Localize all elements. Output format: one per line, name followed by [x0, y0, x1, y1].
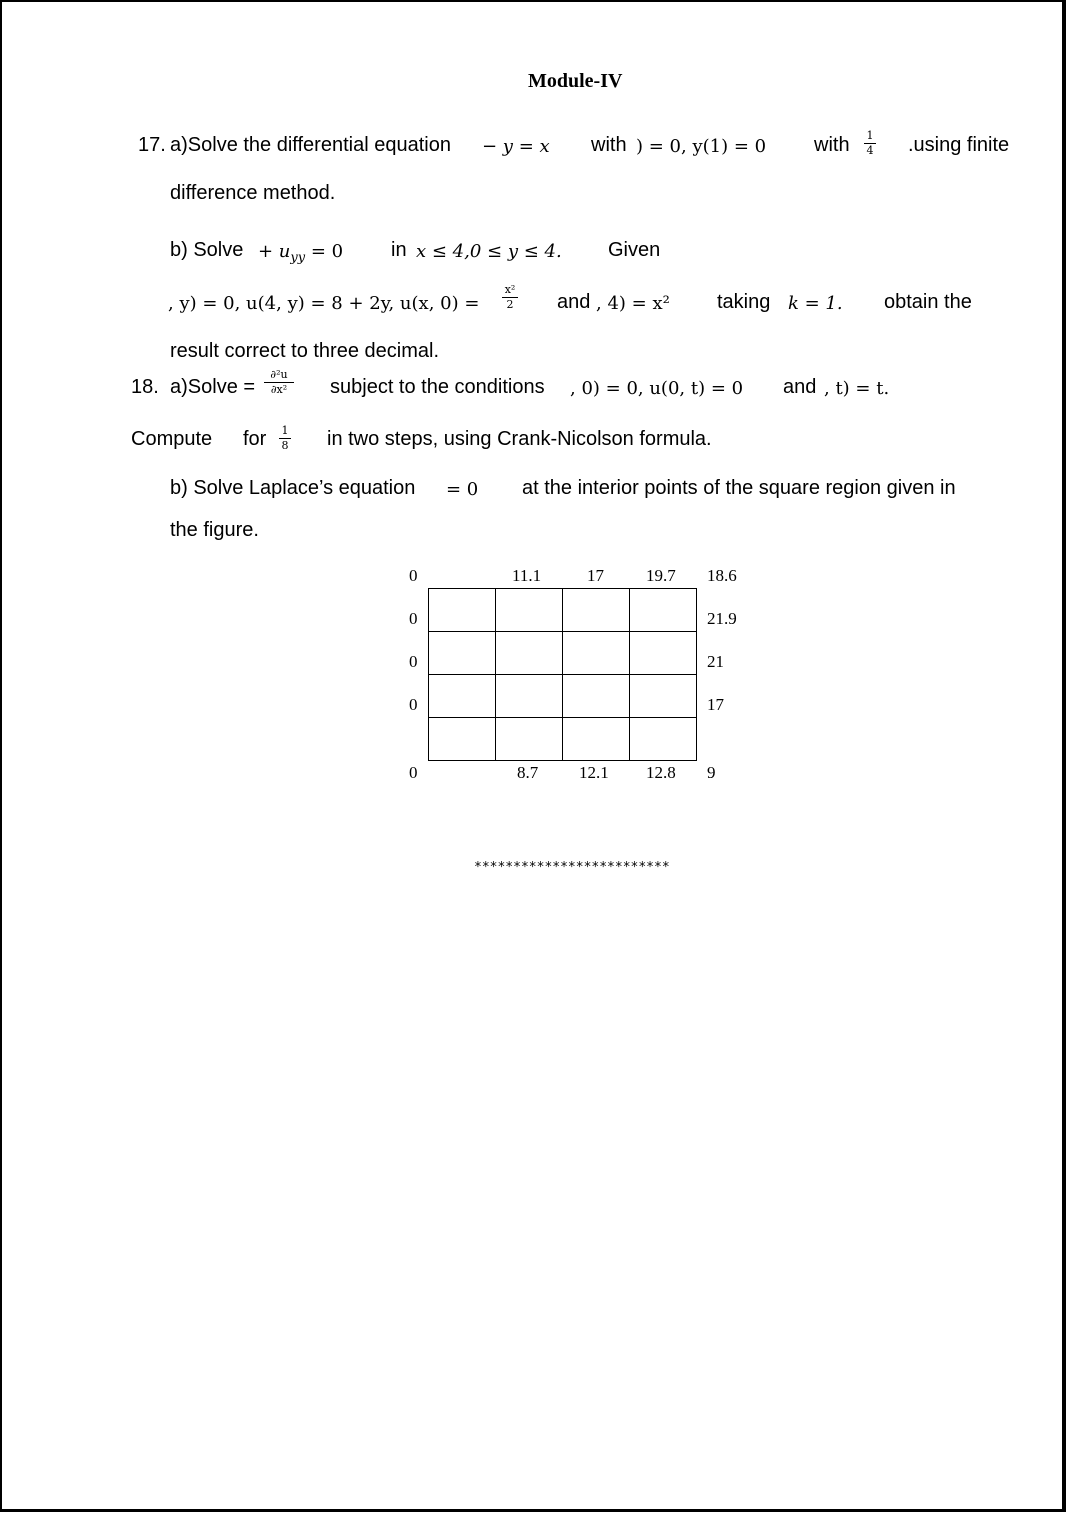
q17a-tail: .using finite	[908, 134, 1010, 156]
grid-label-top: 0	[409, 566, 418, 585]
q18a-for: for	[243, 428, 267, 450]
grid-cell	[428, 631, 496, 675]
grid-cell	[629, 717, 697, 761]
grid-label-top: 19.7	[646, 566, 676, 585]
q17b-fraction-numerator: x²	[504, 283, 516, 296]
grid-cell	[562, 717, 630, 761]
q18a-compute-tail: in two steps, using Crank-Nicolson formula.	[327, 428, 712, 450]
grid-label-right: 21	[707, 652, 724, 671]
grid-cell	[629, 588, 697, 632]
q17b-in: in	[391, 239, 407, 261]
grid-label-left: 0	[409, 695, 418, 714]
q18a-fraction	[264, 369, 294, 396]
grid-cell	[428, 588, 496, 632]
grid-cell	[562, 631, 630, 675]
grid-cell	[428, 674, 496, 718]
grid-cell	[428, 717, 496, 761]
q18a-fraction-denominator: ∂x²	[270, 383, 288, 396]
q17a-with-1: with	[591, 134, 627, 156]
q17a-with-2: with	[814, 134, 850, 156]
footer-stars: *************************	[474, 860, 670, 875]
q17b-fraction-denominator: 2	[506, 298, 514, 311]
q17b-k: k = 1.	[788, 293, 843, 314]
grid-label-right: 21.9	[707, 609, 737, 628]
q18a-conditions: , 0) = 0, u(0, t) = 0	[570, 378, 744, 399]
q17a-boundary: ) = 0, y(1) = 0	[636, 136, 767, 157]
q18a-solve: a)Solve =	[170, 376, 256, 398]
grid-cell	[495, 674, 563, 718]
grid-label-top: 18.6	[707, 566, 737, 585]
q17a-step-denominator: 4	[866, 144, 874, 157]
q17b-given: Given	[608, 239, 661, 261]
grid-label-bottom: 12.1	[579, 763, 609, 782]
q18a-step-denominator: 8	[281, 439, 289, 452]
q17a-equation: − y = x	[482, 136, 550, 157]
grid-label-left: 0	[409, 609, 418, 628]
q18b-intro: b) Solve Laplace’s equation	[170, 477, 416, 499]
q17a-step-numerator: 1	[866, 129, 874, 142]
q17b-obtain: obtain the	[884, 291, 972, 313]
q17b-solve: b) Solve	[170, 239, 244, 261]
q17b-equation: + $u_{yy} = 0$	[258, 241, 344, 266]
q18a-subject: subject to the conditions	[330, 376, 545, 398]
grid-label-top: 11.1	[512, 566, 542, 585]
q18b-equation: = 0	[446, 479, 479, 500]
q18a-step-fraction	[279, 425, 291, 452]
grid-label-bottom: 12.8	[646, 763, 676, 782]
q18a-condition-2: , t) = t.	[824, 378, 890, 399]
q18a-step-numerator: 1	[281, 424, 289, 437]
q17b-domain: x ≤ 4,0 ≤ y ≤ 4.	[416, 241, 562, 262]
q18a-fraction-numerator: ∂²u	[270, 368, 288, 381]
grid-cell	[562, 674, 630, 718]
grid-cell	[562, 588, 630, 632]
grid-label-right: 17	[707, 695, 724, 714]
q17a-intro: a)Solve the differential equation	[170, 134, 451, 156]
q17b-line-3: result correct to three decimal.	[170, 340, 439, 362]
q17b-conditions: , y) = 0, u(4, y) = 8 + 2y, u(x, 0) =	[168, 293, 480, 314]
grid-cell	[495, 588, 563, 632]
q18b-line-2: the figure.	[170, 519, 259, 541]
q17b-taking: taking	[717, 291, 771, 313]
grid-label-bottom: 8.7	[517, 763, 539, 782]
grid-label-top: 17	[587, 566, 604, 585]
q18-number: 18.	[131, 376, 159, 398]
q17a-line-2: difference method.	[170, 182, 336, 204]
q18a-and: and	[783, 376, 817, 398]
module-title: Module-IV	[528, 70, 623, 92]
grid-cell	[629, 631, 697, 675]
grid-label-bottom: 0	[409, 763, 418, 782]
q17b-and: and	[557, 291, 591, 313]
grid-label-left: 0	[409, 652, 418, 671]
q18b-tail: at the interior points of the square region given in	[522, 477, 956, 499]
q17b-condition-2: , 4) = x²	[596, 293, 670, 314]
grid-cell	[495, 717, 563, 761]
q17a-step-fraction	[864, 130, 876, 157]
q17b-fraction	[502, 284, 518, 311]
grid-cell	[495, 631, 563, 675]
grid-label-bottom: 9	[707, 763, 716, 782]
grid-cell	[629, 674, 697, 718]
q18a-compute: Compute	[131, 428, 213, 450]
q17-number: 17.	[138, 134, 166, 156]
